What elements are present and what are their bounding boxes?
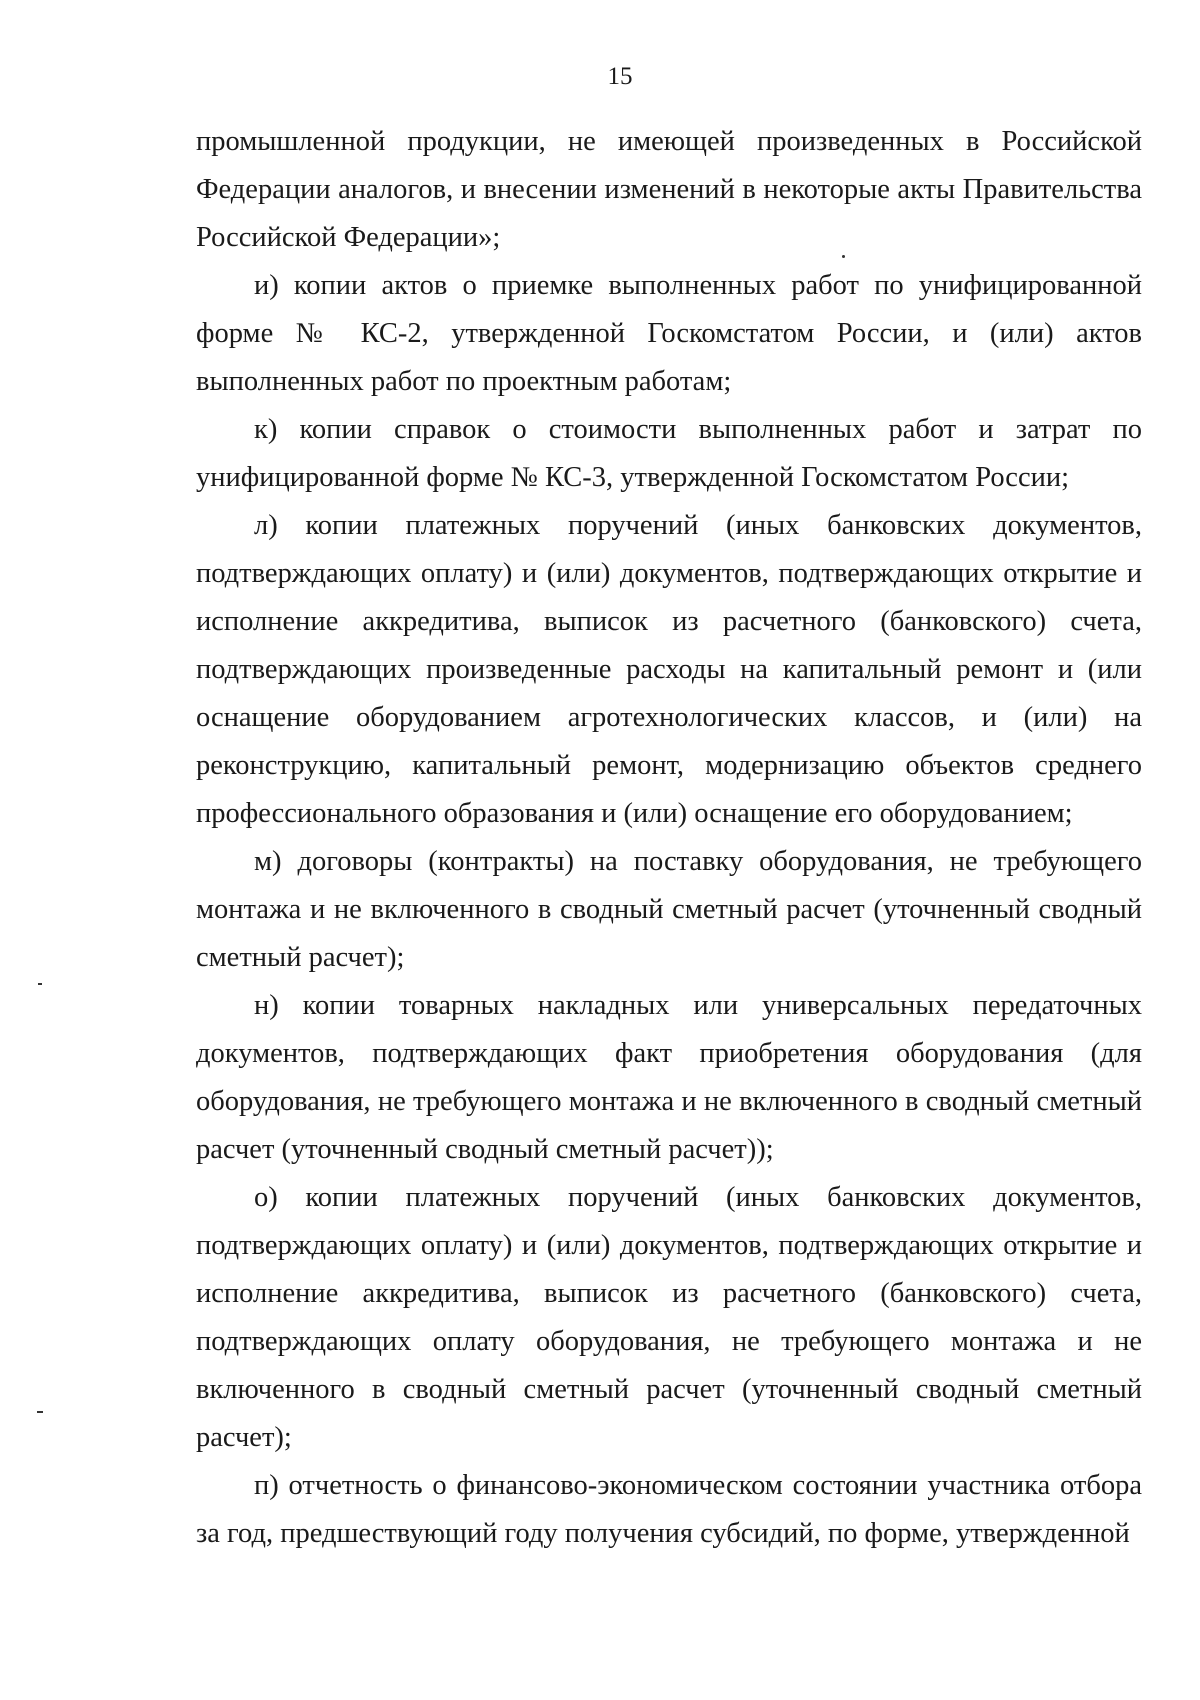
page-number: 15	[607, 63, 633, 90]
paragraph-continuation: промышленной продукции, не имеющей произведенных в Российской Федерации аналогов, и внесении изменений в некоторые акты Правительства Российской Федерации»;	[196, 126, 1142, 253]
paragraph-item-m: м) договоры (контракты) на поставку оборудования, не требующего монтажа и не включенного в сводный сметный расчет (уточненный сводный сметный расчет);	[196, 846, 1142, 973]
paragraph-item-l: л) копии платежных поручений (иных банковских документов, подтверждающих оплату) и (или) документов, подтверждающих открытие и исполнение аккредитива, выписок из расчетного (банковского) счета, подтверждающих произведенные расходы на капитальный ремонт и (или оснащение оборудованием агротехнологических классов, и (или) на реконструкцию, капитальный ремонт, модернизацию объектов среднего профессионального образования и (или) оснащение его оборудованием;	[196, 510, 1142, 829]
paragraph-item-p: п) отчетность о финансово-экономическом состоянии участника отбора за год, предшествующий году получения субсидий, по форме, утвержденной	[196, 1470, 1142, 1549]
paragraph-item-o: о) копии платежных поручений (иных банковских документов, подтверждающих оплату) и (или) документов, подтверждающих открытие и исполнение аккредитива, выписок из расчетного (банковского) счета, подтверждающих оплату оборудования, не требующего монтажа и не включенного в сводный сметный расчет (уточненный сводный сметный расчет);	[196, 1182, 1142, 1453]
scan-speck	[842, 255, 845, 258]
paragraph-item-n: н) копии товарных накладных или универсальных передаточных документов, подтверждающих факт приобретения оборудования (для оборудования, не требующего монтажа и не включенного в сводный сметный расчет (уточненный сводный сметный расчет));	[196, 990, 1142, 1165]
scan-margin-mark	[37, 1411, 43, 1413]
document-body	[196, 118, 1142, 1558]
scan-margin-mark	[38, 983, 42, 985]
paragraph-item-i: и) копии актов о приемке выполненных работ по унифицированной форме № КС-2, утвержденной Госкомстатом России, и (или) актов выполненных работ по проектным работам;	[196, 270, 1142, 397]
paragraph-item-k: к) копии справок о стоимости выполненных работ и затрат по унифицированной форме № КС-3, утвержденной Госкомстатом России;	[196, 414, 1142, 493]
